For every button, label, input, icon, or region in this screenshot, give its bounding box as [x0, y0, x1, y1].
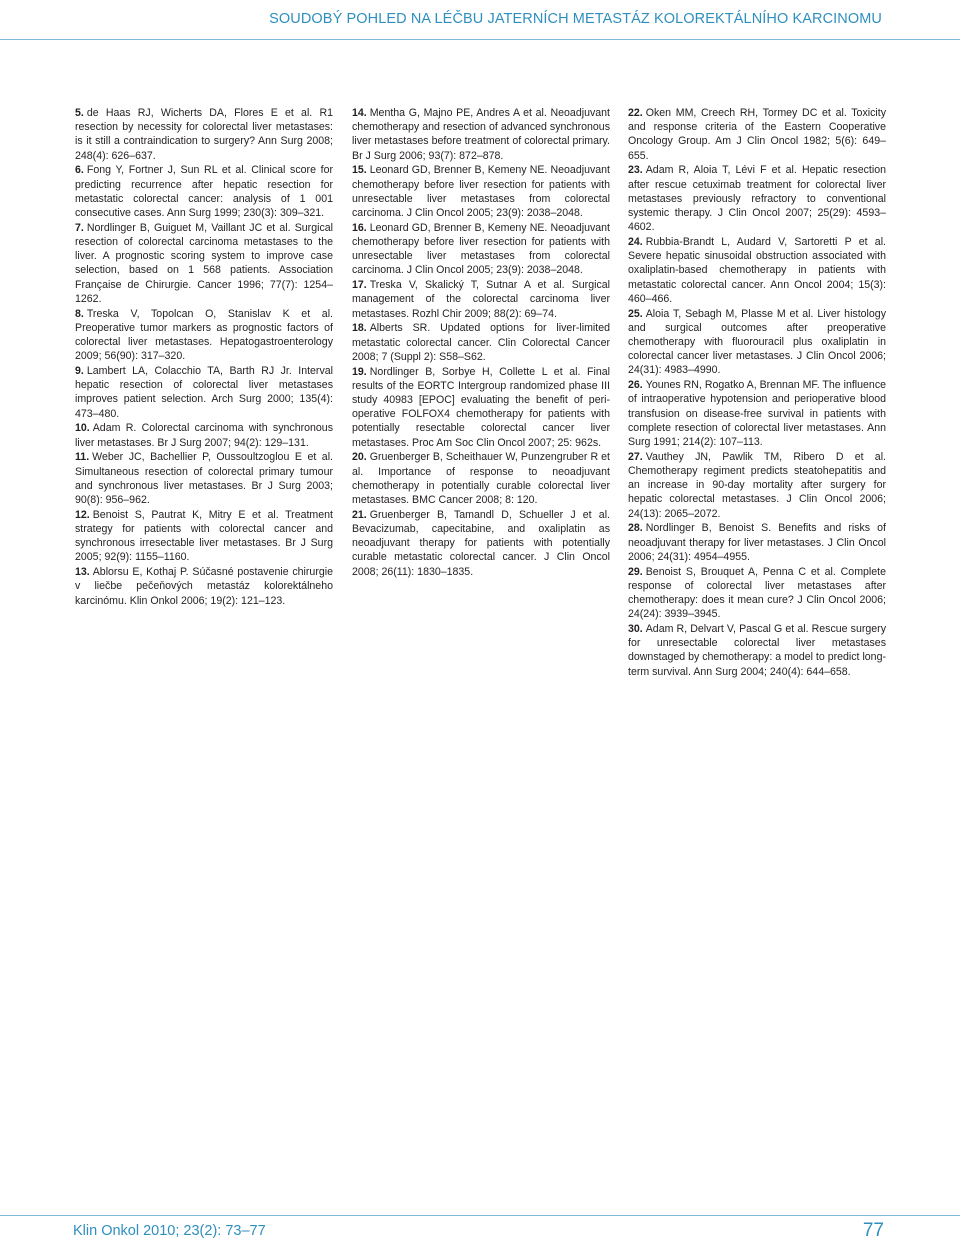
reference-entry	[628, 521, 886, 564]
reference-number: 5.	[75, 107, 84, 119]
reference-number: 25.	[628, 307, 643, 320]
reference-text: Aloia T, Sebagh M, Plasse M et al. Liver histology and surgical outcomes after preoperative chemotherapy with fluorouracil plus oxaliplatin in colorectal cancer liver metastases. J Clin Oncol 2006; 24(31): 4983–4990.	[628, 307, 886, 377]
reference-text: Alberts SR. Updated options for liver-limited metastatic colorectal cancer. Clin Colorectal Cancer 2008; 7 (Suppl 2): S58–S62.	[352, 322, 610, 363]
reference-entry	[352, 450, 610, 507]
reference-entry	[628, 622, 886, 679]
reference-number: 6.	[75, 164, 84, 177]
reference-number: 28.	[628, 522, 643, 535]
reference-number: 23.	[628, 164, 643, 177]
reference-entry	[75, 565, 333, 608]
reference-entry	[75, 421, 333, 449]
reference-entry	[628, 307, 886, 378]
reference-text: Lambert LA, Colacchio TA, Barth RJ Jr. Interval hepatic resection of colorectal liver metastases improves patient selection. Arch Surg 2000; 135(4): 473–480.	[75, 365, 333, 420]
reference-number: 30.	[628, 623, 643, 636]
reference-text: Weber JC, Bachellier P, Oussoultzoglou E et al. Simultaneous resection of colorectal primary tumour and synchronous liver metastases. Br J Surg 2003; 90(8): 956–962.	[75, 451, 333, 507]
reference-text: Treska V, Topolcan O, Stanislav K et al. Preoperative tumor markers as prognostic factors of colorectal liver metastases. Hepatogastroenterology 2009; 56(90): 317–320.	[75, 307, 333, 363]
references-columns	[75, 106, 887, 678]
reference-entry	[75, 163, 333, 220]
reference-number: 14.	[352, 107, 367, 119]
reference-number: 20.	[352, 451, 367, 464]
journal-citation: Klin Onkol 2010; 23(2): 73–77	[73, 1223, 266, 1239]
reference-text: Younes RN, Rogatko A, Brennan MF. The influence of intraoperative hypotension and perioperative blood transfusion on disease-free survival in patients with complete resection of colorectal liver metastases. Ann Surg 1991; 214(2): 107–113.	[628, 379, 887, 449]
reference-number: 8.	[75, 307, 84, 320]
running-title: SOUDOBÝ POHLED NA LÉČBU JATERNÍCH METASTÁZ KOLOREKTÁLNÍHO KARCINOMU	[269, 11, 882, 27]
reference-number: 18.	[352, 322, 367, 335]
reference-entry	[75, 450, 333, 507]
reference-number: 7.	[75, 221, 84, 234]
reference-number: 26.	[628, 379, 643, 392]
reference-entry	[75, 307, 333, 364]
reference-text: Treska V, Skalický T, Sutnar A et al. Surgical management of the colorectal carcinoma liver metastases. Rozhl Chir 2009; 88(2): 69–74.	[352, 279, 610, 320]
reference-entry	[352, 221, 610, 278]
reference-text: Benoist S, Pautrat K, Mitry E et al. Treatment strategy for patients with colorectal cancer and synchronous irresectable liver metastases. Br J Surg 2005; 92(9): 1155–1160.	[75, 508, 333, 564]
reference-number: 27.	[628, 450, 643, 463]
page-number: 77	[862, 1220, 884, 1241]
reference-text: Adam R, Aloia T, Lévi F et al. Hepatic resection after rescue cetuximab treatment for colorectal liver metastases previously refractory to conventional systemic therapy. J Clin Oncol 2007; 25(29): 4593–4602.	[628, 164, 886, 234]
reference-text: Leonard GD, Brenner B, Kemeny NE. Neoadjuvant chemotherapy before liver resection for patients with unresectable liver metastases from colorectal carcinoma. J Clin Oncol 2005; 23(9): 2038–2048.	[352, 164, 610, 220]
reference-number: 10.	[75, 422, 90, 435]
reference-number: 12.	[75, 508, 90, 521]
reference-entry	[352, 278, 610, 321]
reference-entry	[352, 106, 610, 163]
reference-text: Oken MM, Creech RH, Tormey DC et al. Toxicity and response criteria of the Eastern Cooperative Oncology Group. Am J Clin Oncol 1982; 5(6): 649–655.	[628, 107, 886, 162]
reference-number: 17.	[352, 279, 367, 292]
reference-text: Nordlinger B, Sorbye H, Collette L et al. Final results of the EORTC Intergroup randomized phase III study 40983 [EPOC] evaluating the benefit of peri-operative FOLFOX4 chemotherapy for patients with potentially resectable colorectal cancer liver metastases. Proc Am Soc Clin Oncol 2007; 25: 962s.	[352, 365, 610, 449]
reference-text: Benoist S, Brouquet A, Penna C et al. Complete response of colorectal liver metastases after chemotherapy: does it mean cure? J Clin Oncol 2006; 24(24): 3939–3945.	[628, 565, 886, 621]
reference-entry	[628, 565, 886, 622]
page-footer	[0, 1205, 960, 1249]
reference-entry	[352, 163, 610, 220]
reference-entry	[628, 106, 886, 163]
reference-column-1	[75, 106, 333, 608]
reference-number: 13.	[75, 566, 90, 579]
reference-number: 15.	[352, 164, 367, 177]
reference-number: 16.	[352, 221, 367, 234]
reference-entry	[75, 221, 333, 306]
reference-text: Gruenberger B, Tamandl D, Schueller J et al. Bevacizumab, capecitabine, and oxaliplatin as neoadjuvant therapy for patients with potentially curable metastatic colorectal cancer. J Clin Oncol 2008; 26(11): 1830–1835.	[352, 508, 610, 578]
reference-entry	[75, 364, 333, 421]
reference-entry	[352, 365, 610, 450]
reference-column-3	[628, 106, 886, 679]
reference-number: 9.	[75, 365, 84, 378]
reference-text: Vauthey JN, Pawlik TM, Ribero D et al. Chemotherapy regiment predicts steatohepatitis and an increase in 90-day mortality after surgery for hepatic colorectal metastases. J Clin Oncol 2006; 24(13): 2065–2072.	[628, 450, 886, 520]
reference-number: 24.	[628, 236, 643, 249]
reference-number: 21.	[352, 508, 367, 521]
reference-text: Nordlinger B, Guiguet M, Vaillant JC et al. Surgical resection of colorectal carcinoma metastases to the liver. A prognostic scoring system to improve case selection, based on 1 568 patients. Association Française de Chirurgie. Cancer 1996; 77(7): 1254–1262.	[75, 221, 333, 305]
reference-text: Fong Y, Fortner J, Sun RL et al. Clinical score for predicting recurrence after hepatic resection for metastatic colorectal cancer: analysis of 1 001 consecutive cases. Ann Surg 1999; 230(3): 309–321.	[75, 164, 333, 220]
reference-text: Mentha G, Majno PE, Andres A et al. Neoadjuvant chemotherapy and resection of advanced synchronous liver metastases before treatment of colorectal primary. Br J Surg 2006; 93(7): 872–878.	[352, 107, 610, 162]
reference-entry	[352, 321, 610, 364]
reference-text: Adam R, Delvart V, Pascal G et al. Rescue surgery for unresectable colorectal liver metastases downstaged by chemotherapy: a model to predict long-term survival. Ann Surg 2004; 240(4): 644–658.	[628, 623, 886, 678]
page-header	[0, 0, 960, 52]
reference-text: de Haas RJ, Wicherts DA, Flores E et al. R1 resection by necessity for colorectal liver metastases: is it still a contraindication to surgery? Ann Surg 2008; 248(4): 626–637.	[75, 107, 333, 162]
reference-number: 19.	[352, 365, 367, 378]
reference-text: Adam R. Colorectal carcinoma with synchronous liver metastases. Br J Surg 2007; 94(2): 129–131.	[75, 422, 333, 449]
reference-number: 11.	[75, 451, 90, 464]
reference-number: 29.	[628, 565, 643, 578]
reference-text: Rubbia-Brandt L, Audard V, Sartoretti P et al. Severe hepatic sinusoidal obstruction associated with oxaliplatin-based chemotherapy in patients with metastatic colorectal cancer. Ann Oncol 2004; 15(3): 460–466.	[628, 236, 886, 305]
reference-entry	[628, 450, 886, 521]
reference-text: Ablorsu E, Kothaj P. Súčasné postavenie chirurgie v liečbe pečeňových metastáz kolorektálneho karcinómu. Klin Onkol 2006; 19(2): 121–123.	[75, 566, 333, 607]
reference-column-2	[352, 106, 610, 579]
reference-entry	[628, 378, 886, 449]
reference-entry	[75, 106, 333, 163]
reference-text: Gruenberger B, Scheithauer W, Punzengruber R et al. Importance of response to neoadjuvant chemotherapy in potentially curable colorectal liver metastases. BMC Cancer 2008; 8: 120.	[352, 451, 610, 507]
header-divider	[0, 39, 960, 40]
reference-number: 22.	[628, 107, 643, 119]
reference-text: Leonard GD, Brenner B, Kemeny NE. Neoadjuvant chemotherapy before liver resection for patients with unresectable liver metastases from colorectal carcinoma. J Clin Oncol 2005; 23(9): 2038–2048.	[352, 221, 610, 277]
reference-entry	[352, 508, 610, 579]
reference-entry	[628, 163, 886, 234]
reference-text: Nordlinger B, Benoist S. Benefits and risks of neoadjuvant therapy for liver metastases. J Clin Oncol 2006; 24(31): 4954–4955.	[628, 522, 886, 563]
footer-divider	[0, 1215, 960, 1216]
reference-entry	[75, 508, 333, 565]
reference-entry	[628, 235, 886, 306]
